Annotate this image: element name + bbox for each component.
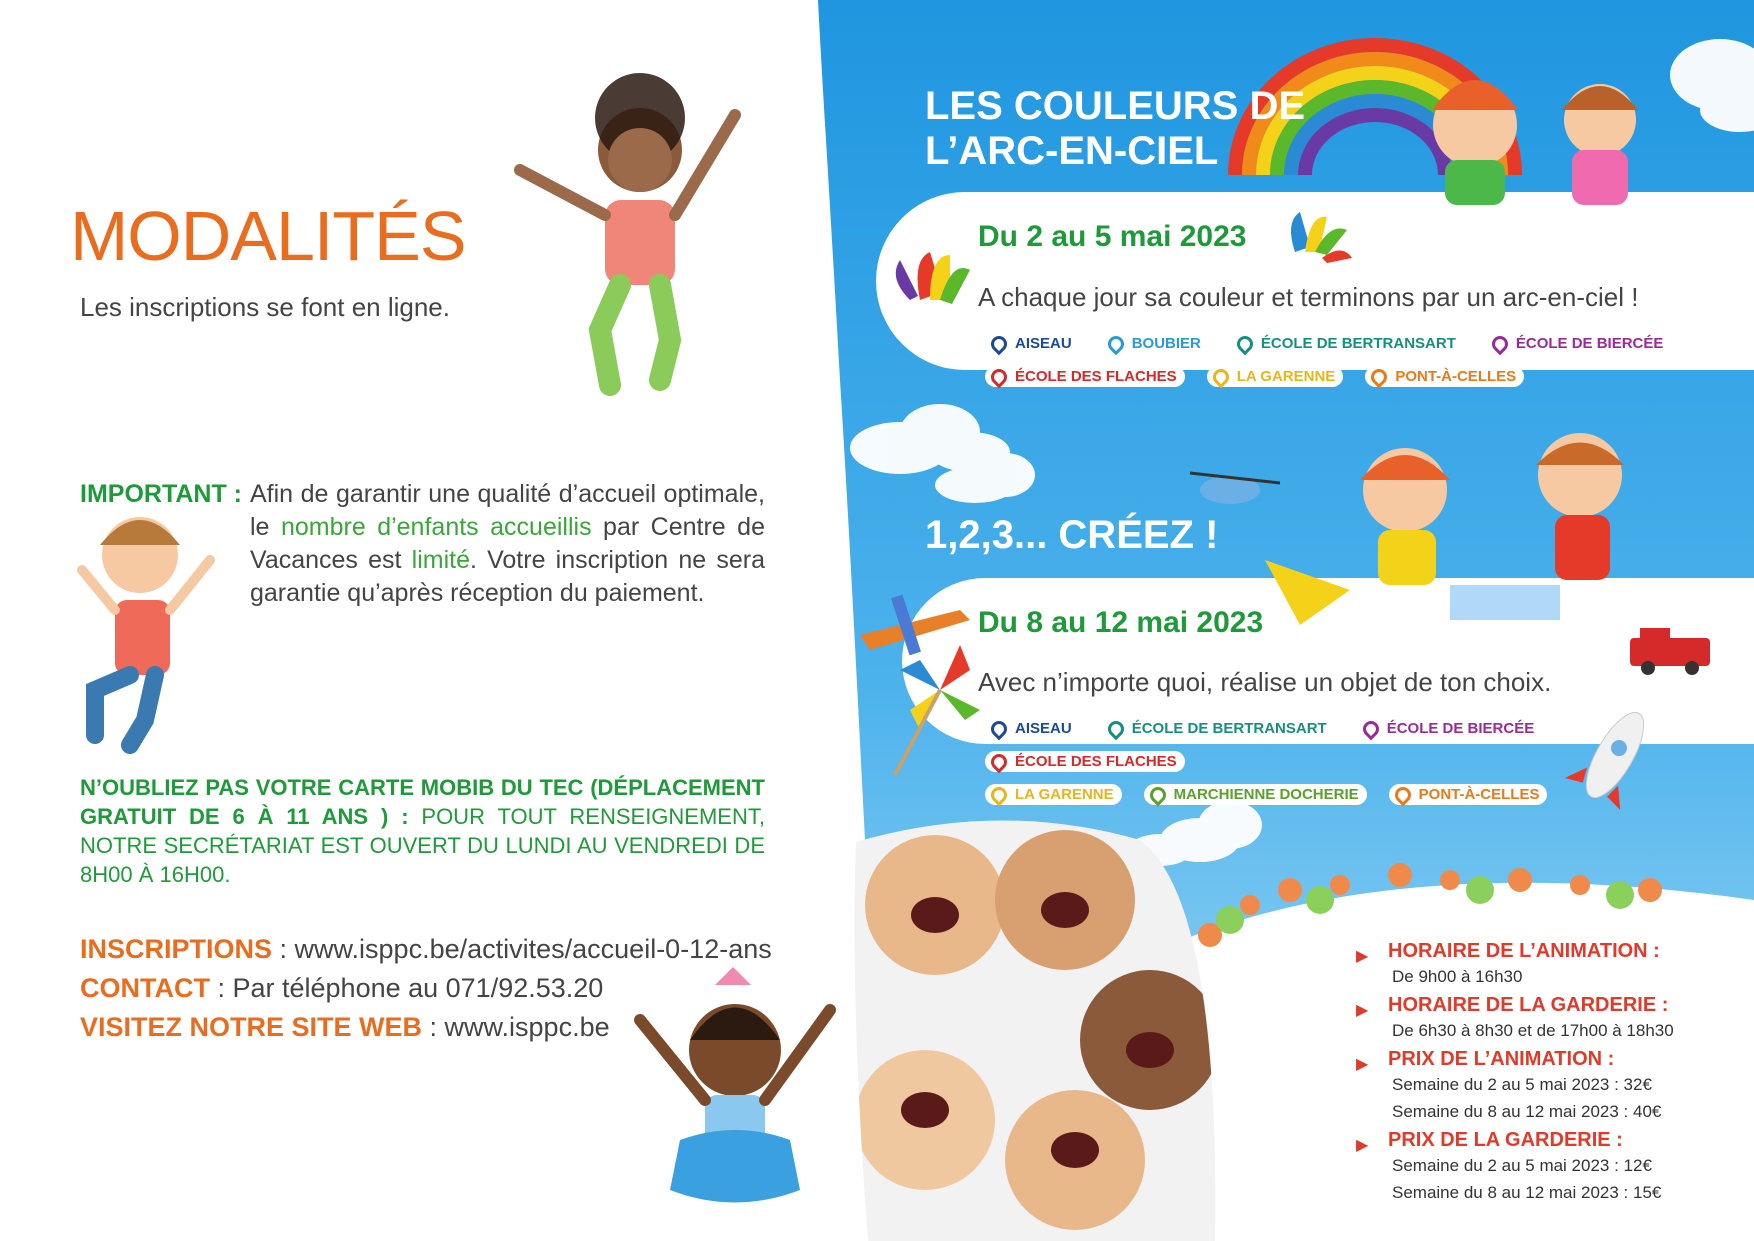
location-name: PONT-À-CELLES bbox=[1418, 786, 1540, 803]
map-pin-icon bbox=[1359, 717, 1382, 740]
section2-description: Avec n’importe quoi, réalise un objet de ton choix. bbox=[978, 667, 1552, 697]
website-label: VISITEZ NOTRE SITE WEB bbox=[80, 1012, 423, 1042]
location-chip bbox=[1102, 333, 1209, 354]
website-url[interactable]: : www.isppc.be bbox=[422, 1012, 610, 1042]
section1-title bbox=[925, 84, 1305, 174]
location-chip bbox=[1144, 784, 1367, 805]
location-chip bbox=[985, 333, 1080, 354]
map-pin-icon bbox=[988, 750, 1011, 773]
important-text-part: Afin de garantir une qualité d’accueil optimale, le bbox=[250, 480, 765, 541]
location-name: ÉCOLE DES FLACHES bbox=[1015, 753, 1177, 770]
triangle-bullet-icon: ▶ bbox=[1356, 1056, 1369, 1073]
map-pin-icon bbox=[988, 783, 1011, 806]
map-pin-icon bbox=[988, 717, 1011, 740]
location-chip bbox=[1207, 366, 1344, 387]
location-chip bbox=[1357, 718, 1543, 739]
location-name: ÉCOLE DE BERTRANSART bbox=[1260, 335, 1456, 352]
section1-description: A chaque jour sa couleur et terminons par un arc-en-ciel ! bbox=[978, 282, 1639, 312]
inscriptions-url[interactable]: : www.isppc.be/activites/accueil-0-12-ans bbox=[272, 934, 772, 964]
website-line bbox=[80, 1008, 772, 1047]
location-name: AISEAU bbox=[1015, 720, 1072, 737]
location-chip bbox=[1486, 333, 1672, 354]
map-pin-icon bbox=[988, 332, 1011, 355]
info-item bbox=[1356, 940, 1736, 990]
important-text-part: . Votre inscription ne sera garantie qu’après réception du paiement. bbox=[250, 546, 765, 607]
mobib-rest: POUR TOUT RENSEIGNEMENT, NOTRE SECRÉTARIAT EST OUVERT DU LUNDI AU VENDREDI DE 8H00 À 16H00. bbox=[80, 804, 765, 887]
jumping-child-illustration bbox=[520, 73, 735, 385]
important-highlight: limité bbox=[411, 546, 470, 574]
map-pin-icon bbox=[1104, 717, 1127, 740]
map-pin-icon bbox=[1368, 365, 1391, 388]
location-name: ÉCOLE DES FLACHES bbox=[1015, 368, 1177, 385]
location-name: ÉCOLE DE BERTRANSART bbox=[1131, 720, 1327, 737]
location-name: ÉCOLE DE BIERCÉE bbox=[1515, 335, 1664, 352]
inscriptions-line bbox=[80, 930, 772, 969]
inscriptions-label: INSCRIPTIONS bbox=[80, 934, 273, 964]
contact-phone: : Par téléphone au 071/92.53.20 bbox=[209, 973, 604, 1003]
info-value: Semaine du 2 au 5 mai 2023 : 12€ bbox=[1392, 1156, 1652, 1175]
section2-locations bbox=[985, 718, 1745, 817]
location-name: MARCHIENNE DOCHERIE bbox=[1173, 786, 1359, 803]
practical-info bbox=[1356, 936, 1736, 1206]
info-value: Semaine du 8 au 12 mai 2023 : 40€ bbox=[1392, 1102, 1662, 1121]
location-name: ÉCOLE DE BIERCÉE bbox=[1386, 720, 1535, 737]
location-chip bbox=[1365, 366, 1524, 387]
location-name: LA GARENNE bbox=[1015, 786, 1114, 803]
section1-locations bbox=[985, 333, 1745, 399]
location-chip bbox=[985, 751, 1185, 772]
location-name: BOUBIER bbox=[1131, 335, 1201, 352]
info-value: Semaine du 2 au 5 mai 2023 : 32€ bbox=[1392, 1075, 1652, 1094]
info-heading: HORAIRE DE L’ANIMATION : bbox=[1388, 940, 1660, 962]
map-pin-icon bbox=[1489, 332, 1512, 355]
section2-title: 1,2,3... CRÉEZ ! bbox=[925, 513, 1219, 557]
important-notice bbox=[80, 478, 765, 610]
mobib-bold: N’OUBLIEZ PAS VOTRE CARTE MOBIB DU TEC (DÉPLACEMENT GRATUIT DE 6 À 11 ANS ) : bbox=[80, 775, 765, 829]
contact-line bbox=[80, 969, 772, 1008]
triangle-bullet-icon: ▶ bbox=[1356, 948, 1369, 965]
info-value: De 9h00 à 16h30 bbox=[1392, 967, 1523, 986]
location-chip bbox=[1389, 784, 1548, 805]
map-pin-icon bbox=[988, 365, 1011, 388]
map-pin-icon bbox=[1234, 332, 1257, 355]
info-value: Semaine du 8 au 12 mai 2023 : 15€ bbox=[1392, 1183, 1662, 1202]
important-highlight: nombre d’enfants accueillis bbox=[280, 513, 592, 541]
location-chip bbox=[985, 784, 1122, 805]
info-item bbox=[1356, 1048, 1736, 1125]
section1-date: Du 2 au 5 mai 2023 bbox=[978, 220, 1247, 253]
important-label: IMPORTANT : bbox=[80, 480, 243, 508]
location-name: LA GARENNE bbox=[1236, 368, 1336, 385]
info-heading: PRIX DE LA GARDERIE : bbox=[1388, 1129, 1623, 1151]
map-pin-icon bbox=[1209, 365, 1232, 388]
location-name: AISEAU bbox=[1015, 335, 1072, 352]
info-heading: PRIX DE L’ANIMATION : bbox=[1388, 1048, 1615, 1070]
important-text bbox=[250, 478, 765, 610]
subtitle: Les inscriptions se font en ligne. bbox=[80, 292, 450, 322]
triangle-bullet-icon: ▶ bbox=[1356, 1137, 1369, 1154]
location-name: PONT-À-CELLES bbox=[1395, 368, 1517, 385]
map-pin-icon bbox=[1146, 783, 1169, 806]
info-item bbox=[1356, 1129, 1736, 1206]
location-chip bbox=[1102, 718, 1335, 739]
map-pin-icon bbox=[1391, 783, 1414, 806]
info-value: De 6h30 à 8h30 et de 17h00 à 18h30 bbox=[1392, 1021, 1674, 1040]
section1-title-line1: LES COULEURS DE bbox=[925, 84, 1306, 128]
location-chip bbox=[1231, 333, 1464, 354]
map-pin-icon bbox=[1104, 332, 1127, 355]
info-item bbox=[1356, 994, 1736, 1044]
page-title: MODALITÉS bbox=[70, 197, 466, 275]
location-chip bbox=[985, 718, 1080, 739]
section2-date: Du 8 au 12 mai 2023 bbox=[978, 606, 1264, 639]
triangle-bullet-icon: ▶ bbox=[1356, 1002, 1369, 1019]
location-chip bbox=[985, 366, 1185, 387]
mobib-notice bbox=[80, 773, 765, 889]
info-heading: HORAIRE DE LA GARDERIE : bbox=[1388, 994, 1669, 1016]
contact-block bbox=[80, 930, 772, 1047]
contact-label: CONTACT bbox=[80, 973, 210, 1003]
section1-title-line2: L’ARC-EN-CIEL bbox=[925, 129, 1219, 173]
important-text-part: par Centre de Vacances est bbox=[250, 513, 765, 574]
